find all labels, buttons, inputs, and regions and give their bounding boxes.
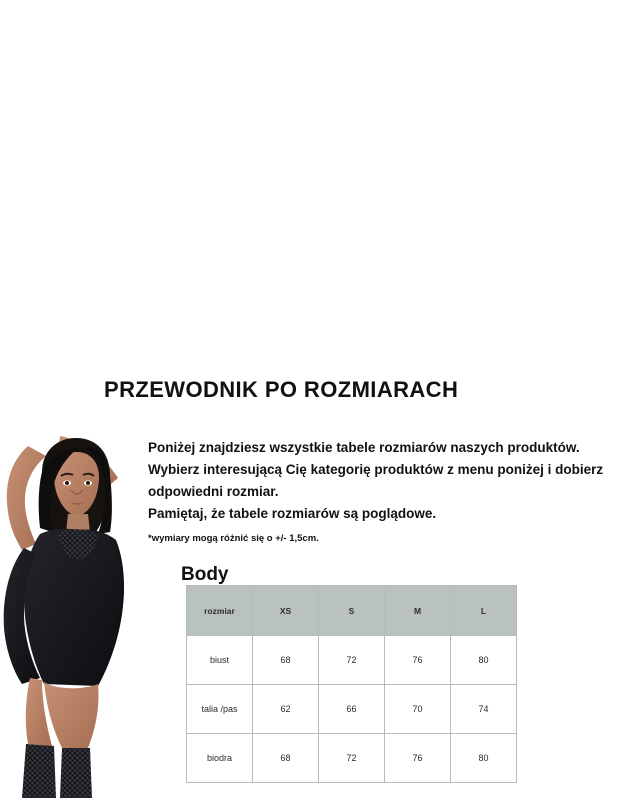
page-title: PRZEWODNIK PO ROZMIARACH [104, 376, 459, 402]
cell-biodra-s: 72 [319, 734, 385, 783]
intro-line-4: Pamiętaj, że tabele rozmiarów są poglądowe. [148, 505, 437, 521]
table-header-m: M [385, 586, 451, 636]
table-row [187, 734, 517, 783]
intro-line-3: odpowiedni rozmiar. [148, 483, 279, 499]
table-header-s: S [319, 586, 385, 636]
row-label-biust: biust [187, 636, 253, 685]
cell-biust-s: 72 [319, 636, 385, 685]
cell-talia-s: 66 [319, 685, 385, 734]
row-label-talia-pas: talia /pas [187, 685, 253, 734]
cell-biust-l: 80 [451, 636, 517, 685]
measurement-note: *wymiary mogą różnić się o +/- 1,5cm. [148, 533, 319, 544]
model-photo [0, 428, 152, 798]
cell-biust-m: 76 [385, 636, 451, 685]
cell-talia-l: 74 [451, 685, 517, 734]
size-table-container [186, 585, 517, 783]
table-header-l: L [451, 586, 517, 636]
table-header-rozmiar: rozmiar [187, 586, 253, 636]
cell-biust-xs: 68 [253, 636, 319, 685]
table-header-xs: XS [253, 586, 319, 636]
cell-biodra-l: 80 [451, 734, 517, 783]
cell-talia-xs: 62 [253, 685, 319, 734]
intro-paragraph [148, 437, 628, 524]
row-label-biodra: biodra [187, 734, 253, 783]
table-header-row [187, 586, 517, 636]
cell-biodra-xs: 68 [253, 734, 319, 783]
table-row [187, 636, 517, 685]
intro-line-2: Wybierz interesującą Cię kategorię produktów z menu poniżej i dobierz [148, 461, 604, 477]
cell-biodra-m: 76 [385, 734, 451, 783]
size-table [186, 585, 517, 783]
intro-line-1: Poniżej znajdziesz wszystkie tabele rozmiarów naszych produktów. [148, 440, 580, 455]
cell-talia-m: 70 [385, 685, 451, 734]
section-heading-body: Body [181, 563, 229, 585]
table-row [187, 685, 517, 734]
